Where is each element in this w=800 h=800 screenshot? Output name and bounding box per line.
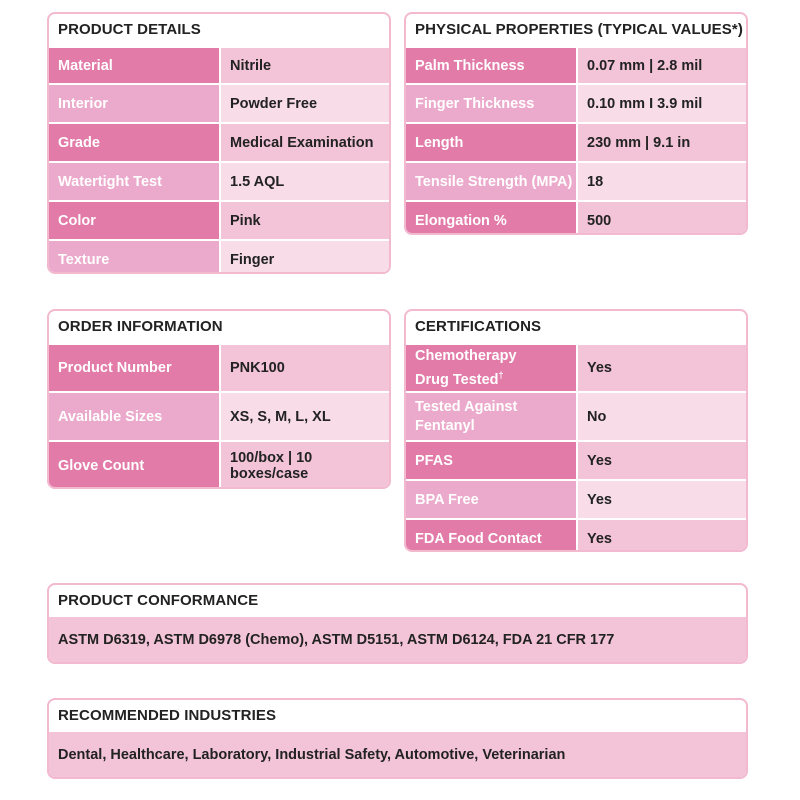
table-row [406, 392, 746, 441]
label-line: Fentanyl [415, 417, 475, 434]
row-label: Grade [49, 123, 220, 162]
row-label: Texture [49, 240, 220, 274]
table-row [49, 84, 389, 123]
row-value: Finger [220, 240, 389, 274]
row-label: FDA Food Contact [406, 519, 577, 552]
table-row [49, 47, 389, 84]
product-conformance-text: ASTM D6319, ASTM D6978 (Chemo), ASTM D5151, ASTM D6124, FDA 21 CFR 177 [49, 617, 746, 663]
table-row [49, 201, 389, 240]
row-value: 100/box | 10 boxes/case [220, 441, 389, 489]
table-row [406, 84, 746, 123]
row-label: Tensile Strength (MPA) [406, 162, 577, 201]
label-line: Tested Against [415, 398, 518, 415]
label-line: Chemotherapy [415, 347, 517, 364]
table-row [406, 123, 746, 162]
row-label: Color [49, 201, 220, 240]
table-row [49, 392, 389, 441]
row-value: PNK100 [220, 344, 389, 392]
physical-properties-title: PHYSICAL PROPERTIES (TYPICAL VALUES*) [415, 21, 743, 38]
row-value: 0.10 mm I 3.9 mil [577, 84, 746, 123]
row-value: Yes [577, 480, 746, 519]
row-label: Interior [49, 84, 220, 123]
row-value: 0.07 mm | 2.8 mil [577, 47, 746, 84]
certifications-panel [404, 309, 748, 552]
row-value: 500 [577, 201, 746, 235]
row-label: Elongation % [406, 201, 577, 235]
row-label: Length [406, 123, 577, 162]
recommended-industries-text: Dental, Healthcare, Laboratory, Industrial Safety, Automotive, Veterinarian [49, 732, 746, 778]
dagger-mark: † [498, 369, 504, 380]
product-details-title: PRODUCT DETAILS [58, 21, 201, 38]
row-label: Available Sizes [49, 392, 220, 441]
row-value: Yes [577, 441, 746, 480]
product-conformance-title: PRODUCT CONFORMANCE [58, 592, 259, 609]
product-details-table [49, 46, 389, 274]
recommended-industries-title: RECOMMENDED INDUSTRIES [58, 707, 277, 724]
row-value: Yes [577, 519, 746, 552]
row-label: Glove Count [49, 441, 220, 489]
row-label: Palm Thickness [406, 47, 577, 84]
row-label: Watertight Test [49, 162, 220, 201]
order-information-table [49, 343, 389, 489]
table-row [49, 162, 389, 201]
recommended-industries-panel [47, 698, 748, 779]
row-label: PFAS [406, 441, 577, 480]
row-value: Nitrile [220, 47, 389, 84]
table-row [406, 162, 746, 201]
row-value: Pink [220, 201, 389, 240]
physical-properties-table [406, 46, 746, 235]
row-value: Yes [577, 344, 746, 392]
table-row [406, 480, 746, 519]
label-text: Drug Tested [415, 371, 499, 388]
table-row [406, 47, 746, 84]
table-row [406, 519, 746, 552]
row-value: 1.5 AQL [220, 162, 389, 201]
table-row [406, 441, 746, 480]
row-value: 18 [577, 162, 746, 201]
row-value: No [577, 392, 746, 441]
table-row [49, 441, 389, 489]
row-value: Medical Examination [220, 123, 389, 162]
product-conformance-panel [47, 583, 748, 664]
table-row [49, 123, 389, 162]
row-value: 230 mm | 9.1 in [577, 123, 746, 162]
order-information-title: ORDER INFORMATION [58, 318, 223, 335]
order-information-panel [47, 309, 391, 489]
row-label: Product Number [49, 344, 220, 392]
table-row [49, 240, 389, 274]
physical-properties-panel [404, 12, 748, 235]
product-details-panel [47, 12, 391, 274]
row-label: BPA Free [406, 480, 577, 519]
row-label: Material [49, 47, 220, 84]
label-line [415, 366, 576, 390]
certifications-table [406, 343, 746, 552]
row-value: XS, S, M, L, XL [220, 392, 389, 441]
table-row [406, 201, 746, 235]
row-value: Powder Free [220, 84, 389, 123]
row-label [406, 344, 577, 392]
certifications-title: CERTIFICATIONS [415, 318, 542, 335]
row-label: Finger Thickness [406, 84, 577, 123]
table-row [49, 344, 389, 392]
table-row [406, 344, 746, 392]
row-label [406, 392, 577, 441]
